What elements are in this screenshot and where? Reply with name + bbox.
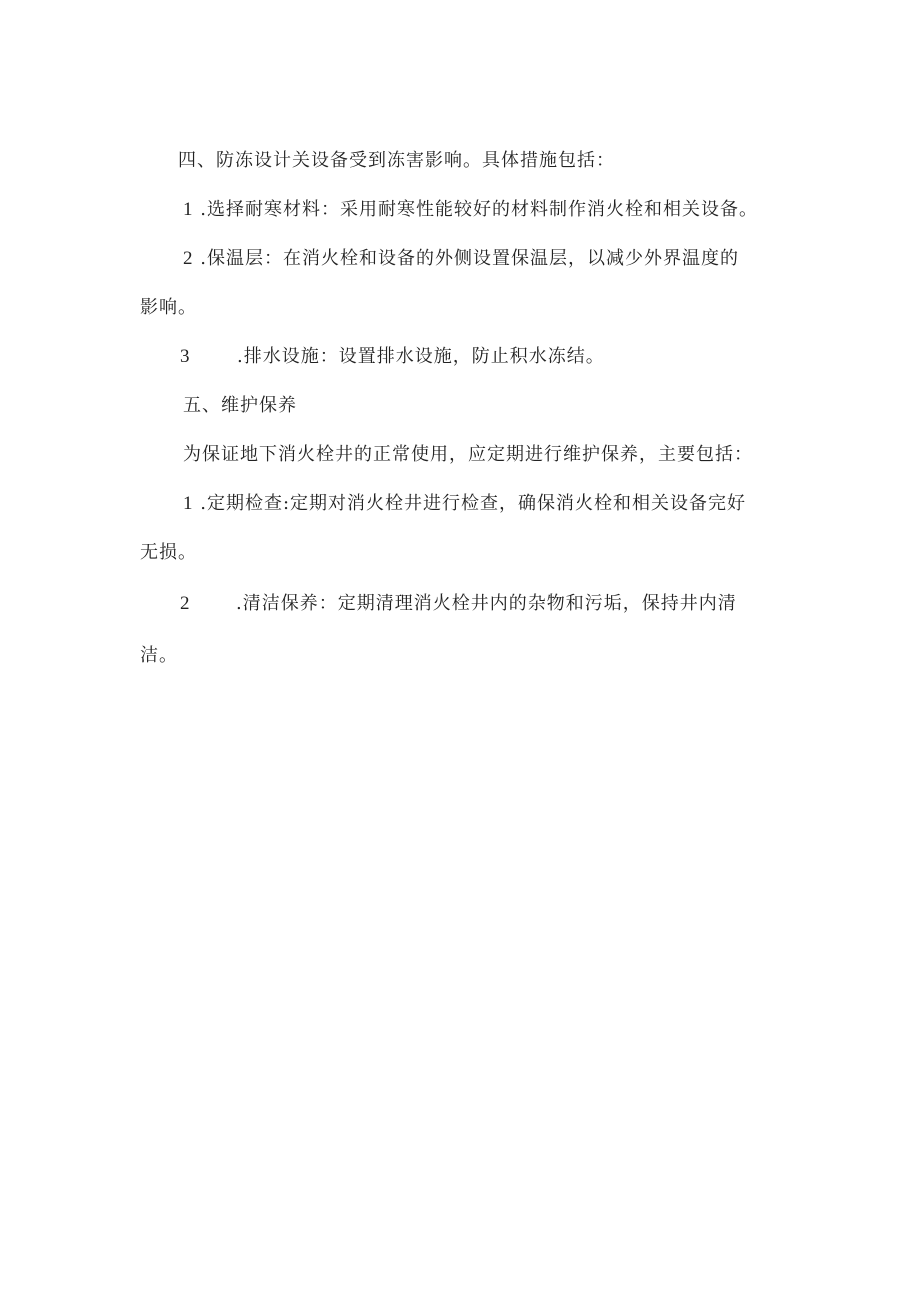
section5-item-2-text: .清洁保养：定期清理消火栓井内的杂物和污垢，保持井内清 xyxy=(236,593,737,614)
section4-item-1-number: 1 xyxy=(183,199,194,220)
section4-item-2-continuation: 影响。 xyxy=(140,297,197,318)
section4-item-2-number: 2 xyxy=(183,248,194,269)
section5-item-1-text: .定期检查:定期对消火栓井进行检查，确保消火栓和相关设备完好 xyxy=(200,493,747,514)
section5-heading: 五、维护保养 xyxy=(183,395,297,416)
section4-item-3-number: 3 xyxy=(180,346,191,367)
section5-item-2-continuation: 洁。 xyxy=(140,645,178,666)
section5-item-1-continuation: 无损。 xyxy=(140,542,197,563)
section5-item-2 xyxy=(180,592,737,616)
section4-item-2-text: .保温层：在消火栓和设备的外侧设置保温层，以减少外界温度的 xyxy=(200,248,739,269)
section4-item-1-text: .选择耐寒材料：采用耐寒性能较好的材料制作消火栓和相关设备。 xyxy=(200,199,758,220)
section4-item-3-text: .排水设施：设置排水设施，防止积水冻结。 xyxy=(237,346,605,367)
section4-item-2 xyxy=(183,247,739,271)
section4-intro: 四、防冻设计关设备受到冻害影响。具体措施包括： xyxy=(178,150,615,171)
section5-item-2-number: 2 xyxy=(180,593,191,614)
section4-item-1 xyxy=(183,198,758,222)
section5-item-1 xyxy=(183,492,746,516)
section5-intro: 为保证地下消火栓井的正常使用，应定期进行维护保养，主要包括： xyxy=(183,444,753,465)
section4-item-3 xyxy=(180,345,605,369)
section5-item-1-number: 1 xyxy=(183,493,194,514)
